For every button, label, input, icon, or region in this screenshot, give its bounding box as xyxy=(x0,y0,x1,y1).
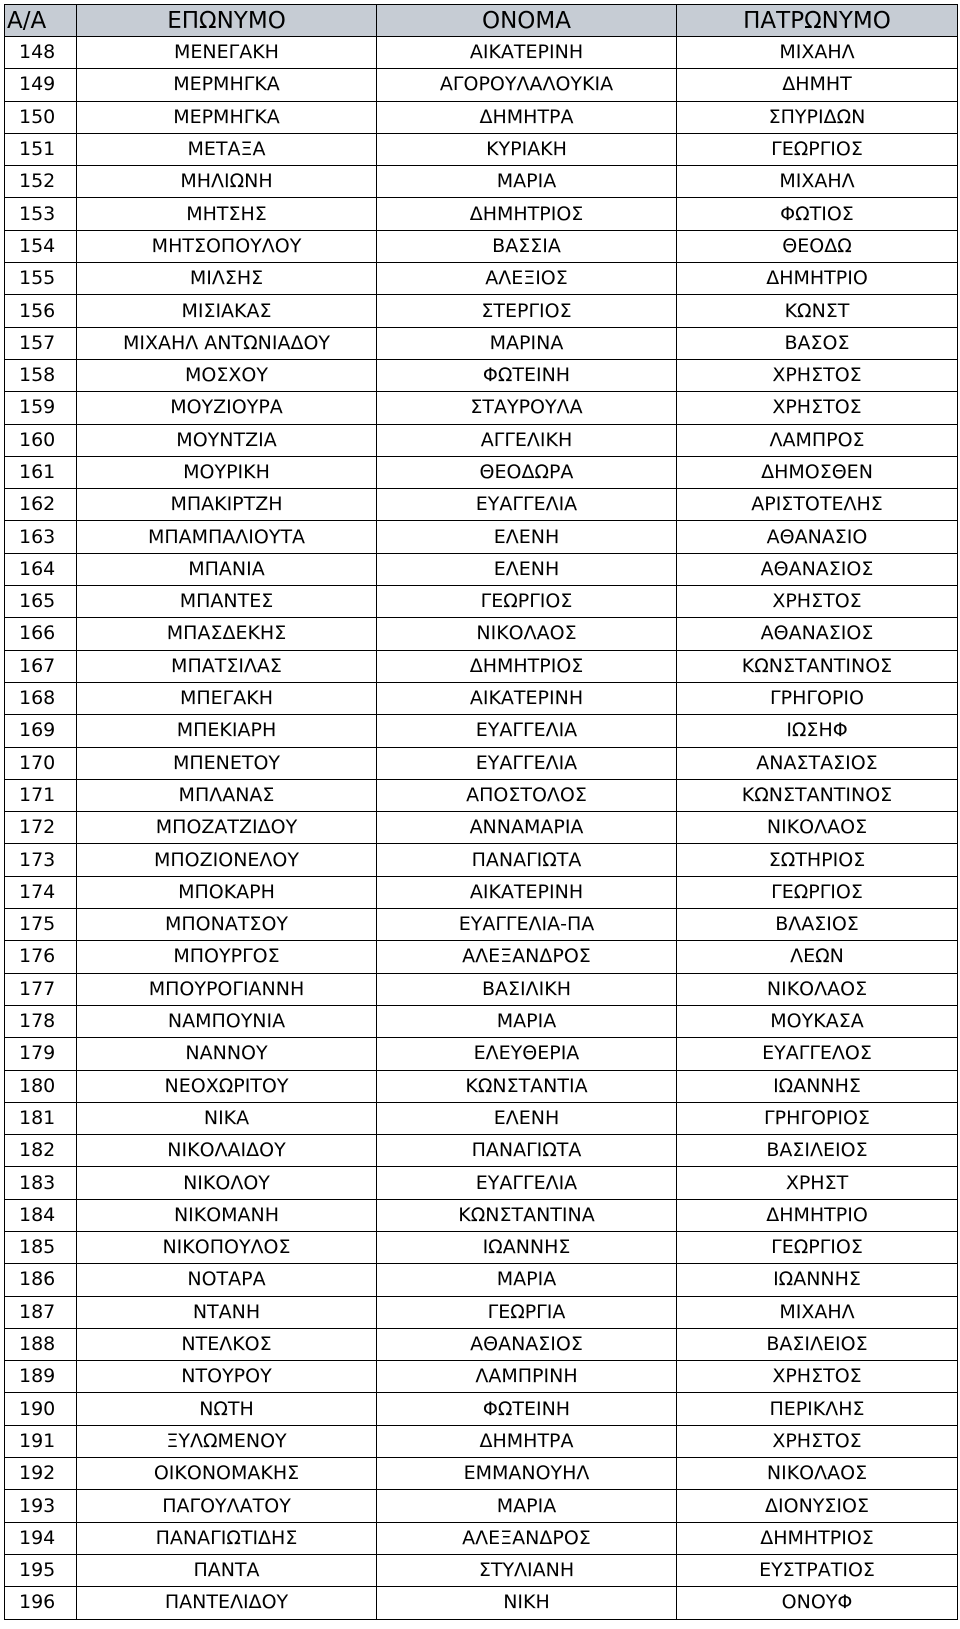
cell-aa: 181 xyxy=(5,1102,77,1134)
cell-name: ΙΩΑΝΝΗΣ xyxy=(377,1231,677,1263)
cell-patronym: ΧΡΗΣΤΟΣ xyxy=(677,1361,958,1393)
cell-patronym: ΙΩΑΝΝΗΣ xyxy=(677,1070,958,1102)
cell-surname: ΝΤΟΥΡΟΥ xyxy=(77,1361,377,1393)
cell-surname: ΝΙΚΟΛΟΥ xyxy=(77,1167,377,1199)
table-row xyxy=(5,618,958,650)
cell-aa: 162 xyxy=(5,489,77,521)
cell-patronym: ΓΕΩΡΓΙΟΣ xyxy=(677,876,958,908)
cell-patronym: ΕΥΑΓΓΕΛΟΣ xyxy=(677,1038,958,1070)
table-row xyxy=(5,263,958,295)
cell-surname: ΝΑΝΝΟΥ xyxy=(77,1038,377,1070)
cell-surname: ΝΑΜΠΟΥΝΙΑ xyxy=(77,1005,377,1037)
table-row xyxy=(5,1393,958,1425)
cell-aa: 158 xyxy=(5,359,77,391)
cell-patronym: ΝΙΚΟΛΑΟΣ xyxy=(677,973,958,1005)
header-patronym: ΠΑΤΡΩΝΥΜΟ xyxy=(677,5,958,37)
cell-surname: ΠΑΓΟΥΛΑΤΟΥ xyxy=(77,1490,377,1522)
cell-patronym: ΓΡΗΓΟΡΙΟΣ xyxy=(677,1102,958,1134)
cell-name: ΕΛΕΥΘΕΡΙΑ xyxy=(377,1038,677,1070)
table-row xyxy=(5,424,958,456)
cell-name: ΣΤΑΥΡΟΥΛΑ xyxy=(377,392,677,424)
cell-patronym: ΑΘΑΝΑΣΙΟ xyxy=(677,521,958,553)
cell-name: ΒΑΣΙΛΙΚΗ xyxy=(377,973,677,1005)
cell-aa: 161 xyxy=(5,456,77,488)
cell-surname: ΠΑΝΤΑ xyxy=(77,1554,377,1586)
cell-aa: 179 xyxy=(5,1038,77,1070)
cell-patronym: ΕΥΣΤΡΑΤΙΟΣ xyxy=(677,1554,958,1586)
table-row xyxy=(5,1038,958,1070)
cell-aa: 157 xyxy=(5,327,77,359)
table-row xyxy=(5,295,958,327)
cell-surname: ΜΠΛΑΝΑΣ xyxy=(77,779,377,811)
cell-surname: ΜΗΤΣΗΣ xyxy=(77,198,377,230)
cell-surname: ΜΙΧΑΗΛ ΑΝΤΩΝΙΑΔΟΥ xyxy=(77,327,377,359)
table-row xyxy=(5,1135,958,1167)
cell-surname: ΜΟΥΖΙΟΥΡΑ xyxy=(77,392,377,424)
header-aa: Α/Α xyxy=(5,5,77,37)
cell-name: ΕΥΑΓΓΕΛΙΑ xyxy=(377,1167,677,1199)
cell-name: ΣΤΕΡΓΙΟΣ xyxy=(377,295,677,327)
header-surname: ΕΠΩΝΥΜΟ xyxy=(77,5,377,37)
cell-aa: 177 xyxy=(5,973,77,1005)
cell-name: ΑΓΟΡΟΥΛΑΛΟΥΚΙΑ xyxy=(377,69,677,101)
cell-aa: 189 xyxy=(5,1361,77,1393)
cell-name: ΦΩΤΕΙΝΗ xyxy=(377,359,677,391)
cell-aa: 163 xyxy=(5,521,77,553)
cell-name: ΚΩΝΣΤΑΝΤΙΑ xyxy=(377,1070,677,1102)
table-row xyxy=(5,1554,958,1586)
cell-aa: 167 xyxy=(5,650,77,682)
cell-aa: 183 xyxy=(5,1167,77,1199)
cell-aa: 187 xyxy=(5,1296,77,1328)
cell-name: ΑΙΚΑΤΕΡΙΝΗ xyxy=(377,876,677,908)
cell-aa: 176 xyxy=(5,941,77,973)
cell-aa: 184 xyxy=(5,1199,77,1231)
cell-aa: 178 xyxy=(5,1005,77,1037)
cell-name: ΔΗΜΗΤΡΙΟΣ xyxy=(377,198,677,230)
cell-name: ΑΛΕΞΑΝΔΡΟΣ xyxy=(377,941,677,973)
table-row xyxy=(5,1005,958,1037)
cell-patronym: ΔΗΜΟΣΘΕΝ xyxy=(677,456,958,488)
table-row xyxy=(5,1070,958,1102)
cell-name: ΕΜΜΑΝΟΥΗΛ xyxy=(377,1458,677,1490)
table-row xyxy=(5,133,958,165)
cell-name: ΝΙΚΗ xyxy=(377,1587,677,1619)
cell-name: ΓΕΩΡΓΙΟΣ xyxy=(377,586,677,618)
cell-patronym: ΚΩΝΣΤΑΝΤΙΝΟΣ xyxy=(677,650,958,682)
header-row xyxy=(5,5,958,37)
cell-name: ΔΗΜΗΤΡΑ xyxy=(377,101,677,133)
cell-name: ΜΑΡΙΑ xyxy=(377,1264,677,1296)
table-row xyxy=(5,456,958,488)
cell-name: ΑΛΕΞΑΝΔΡΟΣ xyxy=(377,1522,677,1554)
cell-name: ΑΙΚΑΤΕΡΙΝΗ xyxy=(377,37,677,69)
table-body xyxy=(5,37,958,1620)
cell-patronym: ΠΕΡΙΚΛΗΣ xyxy=(677,1393,958,1425)
table-row xyxy=(5,101,958,133)
cell-aa: 148 xyxy=(5,37,77,69)
cell-aa: 166 xyxy=(5,618,77,650)
table-row xyxy=(5,909,958,941)
cell-surname: ΜΗΤΣΟΠΟΥΛΟΥ xyxy=(77,230,377,262)
table-row xyxy=(5,392,958,424)
cell-patronym: ΓΕΩΡΓΙΟΣ xyxy=(677,133,958,165)
cell-patronym: ΒΑΣΟΣ xyxy=(677,327,958,359)
cell-surname: ΝΙΚΟΛΑΙΔΟΥ xyxy=(77,1135,377,1167)
cell-patronym: ΔΗΜΗΤΡΙΟΣ xyxy=(677,1522,958,1554)
cell-patronym: ΧΡΗΣΤΟΣ xyxy=(677,586,958,618)
table-row xyxy=(5,1522,958,1554)
table-row xyxy=(5,779,958,811)
table-row xyxy=(5,715,958,747)
table-row xyxy=(5,586,958,618)
cell-patronym: ΜΙΧΑΗΛ xyxy=(677,1296,958,1328)
cell-name: ΕΛΕΝΗ xyxy=(377,1102,677,1134)
cell-name: ΕΥΑΓΓΕΛΙΑ xyxy=(377,747,677,779)
table-row xyxy=(5,489,958,521)
cell-name: ΚΥΡΙΑΚΗ xyxy=(377,133,677,165)
cell-patronym: ΚΩΝΣΤ xyxy=(677,295,958,327)
table-row xyxy=(5,327,958,359)
cell-patronym: ΧΡΗΣΤΟΣ xyxy=(677,359,958,391)
cell-surname: ΜΠΑΤΣΙΛΑΣ xyxy=(77,650,377,682)
cell-surname: ΝΩΤΗ xyxy=(77,1393,377,1425)
cell-surname: ΜΙΛΣΗΣ xyxy=(77,263,377,295)
table-row xyxy=(5,521,958,553)
cell-aa: 192 xyxy=(5,1458,77,1490)
cell-name: ΕΛΕΝΗ xyxy=(377,521,677,553)
table-row xyxy=(5,973,958,1005)
cell-patronym: ΓΕΩΡΓΙΟΣ xyxy=(677,1231,958,1263)
table-row xyxy=(5,844,958,876)
table-row xyxy=(5,37,958,69)
cell-aa: 193 xyxy=(5,1490,77,1522)
cell-aa: 151 xyxy=(5,133,77,165)
cell-aa: 165 xyxy=(5,586,77,618)
cell-name: ΕΥΑΓΓΕΛΙΑ-ΠΑ xyxy=(377,909,677,941)
cell-name: ΜΑΡΙΑ xyxy=(377,1490,677,1522)
cell-aa: 164 xyxy=(5,553,77,585)
cell-surname: ΜΠΟΚΑΡΗ xyxy=(77,876,377,908)
cell-aa: 195 xyxy=(5,1554,77,1586)
cell-patronym: ΜΙΧΑΗΛ xyxy=(677,166,958,198)
cell-patronym: ΑΝΑΣΤΑΣΙΟΣ xyxy=(677,747,958,779)
table-row xyxy=(5,941,958,973)
cell-surname: ΜΟΥΝΤΖΙΑ xyxy=(77,424,377,456)
table-row xyxy=(5,1264,958,1296)
cell-patronym: ΧΡΗΣΤ xyxy=(677,1167,958,1199)
cell-name: ΠΑΝΑΓΙΩΤΑ xyxy=(377,844,677,876)
cell-patronym: ΛΕΩΝ xyxy=(677,941,958,973)
table-row xyxy=(5,650,958,682)
cell-patronym: ΝΙΚΟΛΑΟΣ xyxy=(677,812,958,844)
cell-patronym: ΛΑΜΠΡΟΣ xyxy=(677,424,958,456)
cell-patronym: ΘΕΟΔΩ xyxy=(677,230,958,262)
cell-patronym: ΔΙΟΝΥΣΙΟΣ xyxy=(677,1490,958,1522)
cell-aa: 173 xyxy=(5,844,77,876)
cell-patronym: ΔΗΜΗΤΡΙΟ xyxy=(677,1199,958,1231)
cell-surname: ΜΠΑΣΔΕΚΗΣ xyxy=(77,618,377,650)
cell-surname: ΝΙΚΟΠΟΥΛΟΣ xyxy=(77,1231,377,1263)
cell-patronym: ΒΑΣΙΛΕΙΟΣ xyxy=(677,1135,958,1167)
cell-patronym: ΣΩΤΗΡΙΟΣ xyxy=(677,844,958,876)
cell-name: ΑΘΑΝΑΣΙΟΣ xyxy=(377,1328,677,1360)
cell-surname: ΝΟΤΑΡΑ xyxy=(77,1264,377,1296)
cell-surname: ΜΕΝΕΓΑΚΗ xyxy=(77,37,377,69)
cell-surname: ΝΤΕΛΚΟΣ xyxy=(77,1328,377,1360)
cell-surname: ΜΗΛΙΩΝΗ xyxy=(77,166,377,198)
table-row xyxy=(5,1167,958,1199)
cell-surname: ΜΠΑΜΠΑΛΙΟΥΤΑ xyxy=(77,521,377,553)
cell-patronym: ΝΙΚΟΛΑΟΣ xyxy=(677,1458,958,1490)
cell-name: ΕΥΑΓΓΕΛΙΑ xyxy=(377,489,677,521)
cell-name: ΑΛΕΞΙΟΣ xyxy=(377,263,677,295)
cell-surname: ΜΠΟΥΡΓΟΣ xyxy=(77,941,377,973)
cell-patronym: ΑΘΑΝΑΣΙΟΣ xyxy=(677,618,958,650)
table-row xyxy=(5,682,958,714)
cell-aa: 182 xyxy=(5,1135,77,1167)
cell-surname: ΜΟΣΧΟΥ xyxy=(77,359,377,391)
cell-name: ΣΤΥΛΙΑΝΗ xyxy=(377,1554,677,1586)
table-row xyxy=(5,1199,958,1231)
cell-name: ΜΑΡΙΑ xyxy=(377,166,677,198)
cell-aa: 152 xyxy=(5,166,77,198)
cell-surname: ΜΠΑΚΙΡΤΖΗ xyxy=(77,489,377,521)
table-row xyxy=(5,1328,958,1360)
cell-surname: ΜΕΤΑΞΑ xyxy=(77,133,377,165)
cell-surname: ΜΠΕΓΑΚΗ xyxy=(77,682,377,714)
table-row xyxy=(5,1361,958,1393)
cell-surname: ΠΑΝΤΕΛΙΔΟΥ xyxy=(77,1587,377,1619)
cell-aa: 153 xyxy=(5,198,77,230)
table-row xyxy=(5,69,958,101)
cell-name: ΔΗΜΗΤΡΙΟΣ xyxy=(377,650,677,682)
cell-name: ΘΕΟΔΩΡΑ xyxy=(377,456,677,488)
cell-surname: ΠΑΝΑΓΙΩΤΙΔΗΣ xyxy=(77,1522,377,1554)
cell-aa: 190 xyxy=(5,1393,77,1425)
cell-patronym: ΚΩΝΣΤΑΝΤΙΝΟΣ xyxy=(677,779,958,811)
cell-aa: 159 xyxy=(5,392,77,424)
cell-patronym: ΣΠΥΡΙΔΩΝ xyxy=(677,101,958,133)
cell-patronym: ΒΑΣΙΛΕΙΟΣ xyxy=(677,1328,958,1360)
table-row xyxy=(5,230,958,262)
table-row xyxy=(5,1490,958,1522)
cell-surname: ΜΠΟΖΑΤΖΙΔΟΥ xyxy=(77,812,377,844)
cell-name: ΛΑΜΠΡΙΝΗ xyxy=(377,1361,677,1393)
table-row xyxy=(5,198,958,230)
cell-surname: ΟΙΚΟΝΟΜΑΚΗΣ xyxy=(77,1458,377,1490)
cell-aa: 169 xyxy=(5,715,77,747)
cell-surname: ΝΙΚΑ xyxy=(77,1102,377,1134)
table-row xyxy=(5,1296,958,1328)
cell-name: ΕΥΑΓΓΕΛΙΑ xyxy=(377,715,677,747)
cell-aa: 168 xyxy=(5,682,77,714)
roster-table xyxy=(4,4,958,1620)
cell-aa: 175 xyxy=(5,909,77,941)
cell-surname: ΝΕΟΧΩΡΙΤΟΥ xyxy=(77,1070,377,1102)
cell-name: ΠΑΝΑΓΙΩΤΑ xyxy=(377,1135,677,1167)
cell-patronym: ΑΘΑΝΑΣΙΟΣ xyxy=(677,553,958,585)
table-row xyxy=(5,876,958,908)
cell-name: ΒΑΣΣΙΑ xyxy=(377,230,677,262)
cell-patronym: ΧΡΗΣΤΟΣ xyxy=(677,1425,958,1457)
table-row xyxy=(5,553,958,585)
cell-name: ΓΕΩΡΓΙΑ xyxy=(377,1296,677,1328)
cell-patronym: ΜΙΧΑΗΛ xyxy=(677,37,958,69)
cell-aa: 185 xyxy=(5,1231,77,1263)
cell-aa: 154 xyxy=(5,230,77,262)
cell-patronym: ΧΡΗΣΤΟΣ xyxy=(677,392,958,424)
cell-aa: 191 xyxy=(5,1425,77,1457)
cell-aa: 194 xyxy=(5,1522,77,1554)
cell-patronym: ΟΝΟΥΦ xyxy=(677,1587,958,1619)
cell-surname: ΜΠΟΖΙΟΝΕΛΟΥ xyxy=(77,844,377,876)
cell-name: ΑΓΓΕΛΙΚΗ xyxy=(377,424,677,456)
cell-name: ΦΩΤΕΙΝΗ xyxy=(377,1393,677,1425)
cell-aa: 188 xyxy=(5,1328,77,1360)
cell-surname: ΝΤΑΝΗ xyxy=(77,1296,377,1328)
cell-patronym: ΔΗΜΗΤ xyxy=(677,69,958,101)
cell-patronym: ΙΩΣΗΦ xyxy=(677,715,958,747)
cell-surname: ΜΠΕΚΙΑΡΗ xyxy=(77,715,377,747)
cell-patronym: ΒΛΑΣΙΟΣ xyxy=(677,909,958,941)
cell-patronym: ΦΩΤΙΟΣ xyxy=(677,198,958,230)
table-row xyxy=(5,1102,958,1134)
cell-aa: 149 xyxy=(5,69,77,101)
cell-name: ΝΙΚΟΛΑΟΣ xyxy=(377,618,677,650)
cell-surname: ΞΥΛΩΜΕΝΟΥ xyxy=(77,1425,377,1457)
table-row xyxy=(5,812,958,844)
cell-patronym: ΔΗΜΗΤΡΙΟ xyxy=(677,263,958,295)
cell-aa: 180 xyxy=(5,1070,77,1102)
cell-name: ΚΩΝΣΤΑΝΤΙΝΑ xyxy=(377,1199,677,1231)
cell-aa: 186 xyxy=(5,1264,77,1296)
table-row xyxy=(5,166,958,198)
table-row xyxy=(5,359,958,391)
table-row xyxy=(5,747,958,779)
cell-surname: ΜΕΡΜΗΓΚΑ xyxy=(77,101,377,133)
cell-name: ΑΠΟΣΤΟΛΟΣ xyxy=(377,779,677,811)
table-row xyxy=(5,1425,958,1457)
cell-aa: 170 xyxy=(5,747,77,779)
cell-name: ΑΙΚΑΤΕΡΙΝΗ xyxy=(377,682,677,714)
cell-name: ΔΗΜΗΤΡΑ xyxy=(377,1425,677,1457)
cell-patronym: ΑΡΙΣΤΟΤΕΛΗΣ xyxy=(677,489,958,521)
table-row xyxy=(5,1458,958,1490)
cell-aa: 196 xyxy=(5,1587,77,1619)
cell-surname: ΜΠΟΥΡΟΓΙΑΝΝΗ xyxy=(77,973,377,1005)
cell-surname: ΜΟΥΡΙΚΗ xyxy=(77,456,377,488)
cell-aa: 155 xyxy=(5,263,77,295)
table-row xyxy=(5,1587,958,1619)
cell-surname: ΜΕΡΜΗΓΚΑ xyxy=(77,69,377,101)
cell-aa: 150 xyxy=(5,101,77,133)
cell-surname: ΜΠΕΝΕΤΟΥ xyxy=(77,747,377,779)
cell-surname: ΜΠΟΝΑΤΣΟΥ xyxy=(77,909,377,941)
cell-name: ΜΑΡΙΑ xyxy=(377,1005,677,1037)
cell-surname: ΝΙΚΟΜΑΝΗ xyxy=(77,1199,377,1231)
cell-name: ΕΛΕΝΗ xyxy=(377,553,677,585)
cell-patronym: ΓΡΗΓΟΡΙΟ xyxy=(677,682,958,714)
cell-aa: 172 xyxy=(5,812,77,844)
cell-patronym: ΜΟΥΚΑΣΑ xyxy=(677,1005,958,1037)
cell-patronym: ΙΩΑΝΝΗΣ xyxy=(677,1264,958,1296)
cell-aa: 171 xyxy=(5,779,77,811)
table-row xyxy=(5,1231,958,1263)
cell-surname: ΜΠΑΝΙΑ xyxy=(77,553,377,585)
cell-surname: ΜΠΑΝΤΕΣ xyxy=(77,586,377,618)
cell-aa: 160 xyxy=(5,424,77,456)
cell-name: ΑΝΝΑΜΑΡΙΑ xyxy=(377,812,677,844)
header-name: ΟΝΟΜΑ xyxy=(377,5,677,37)
cell-name: ΜΑΡΙΝΑ xyxy=(377,327,677,359)
cell-aa: 156 xyxy=(5,295,77,327)
cell-aa: 174 xyxy=(5,876,77,908)
cell-surname: ΜΙΣΙΑΚΑΣ xyxy=(77,295,377,327)
